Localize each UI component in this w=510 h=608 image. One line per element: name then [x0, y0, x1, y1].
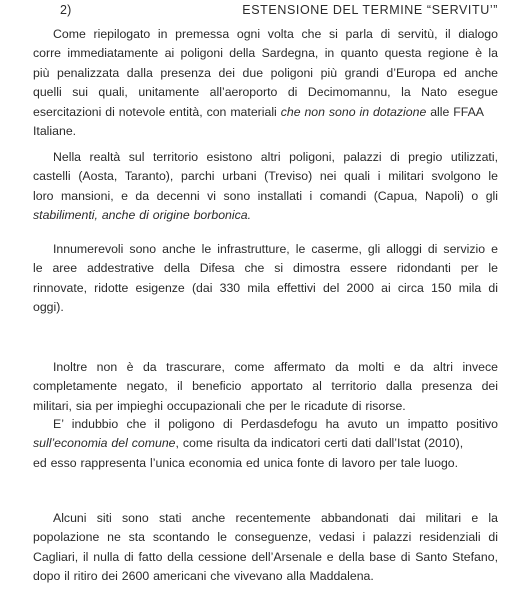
paragraph-line: dopo il ritiro dei 2600 americani che vivevano alla Maddalena.: [33, 569, 374, 584]
text-run: alle FFAA: [426, 104, 485, 119]
paragraph-line: loro mansioni, e da decenni vi sono installati i comandi (Capua, Napoli) o gli: [33, 188, 498, 203]
paragraph-line: Nella realtà sul territorio esistono altri poligoni, palazzi di pregio utilizzati,: [53, 150, 498, 164]
paragraph-6: [0, 509, 510, 587]
paragraph-line: quelli sui quali, unitamente all’aeroporto di Decimomannu, la Nato esegue: [33, 85, 498, 100]
section-title: ESTENSIONE DEL TERMINE “SERVITU’”: [242, 3, 498, 17]
paragraph-2: [0, 148, 510, 226]
paragraph-line: Italiane.: [33, 124, 77, 139]
paragraph-line: oggi).: [33, 300, 64, 315]
paragraph-line: Innumerevoli sono anche le infrastrutture, le caserme, gli alloggi di servizio e: [53, 242, 498, 256]
paragraph-line: Alcuni siti sono stati anche recentemente abbandonati dai militari e la: [53, 511, 498, 525]
italic-phrase: che non sono in dotazione: [280, 104, 427, 119]
text-run: esercitazioni di notevole entità, con materiali: [33, 104, 281, 119]
paragraph-line: popolazione ne sta scontando le conseguenze, vedasi i palazzi residenziali di: [33, 530, 498, 545]
paragraph-line: rinnovate, ridotte esigenze (dai 330 mila effettivi del 2000 ai circa 150 mila di: [33, 280, 498, 295]
paragraph-3: [0, 240, 510, 318]
paragraph-4: [0, 358, 510, 416]
paragraph-line: ed esso rappresenta l’unica economia ed unica fonte di lavoro per tale luogo.: [33, 455, 459, 470]
italic-phrase: sull’economia del comune: [33, 436, 176, 451]
paragraph-line-mixed: [0, 103, 510, 122]
paragraph-line: militari, sia per impieghi occupazionali che per le ricadute di risorse.: [33, 398, 406, 413]
text-run: , come risulta da indicatori certi dati dall’Istat (2010),: [175, 436, 464, 451]
paragraph-line: più penalizzata dalla presenza dei due poligoni più grandi d’Europa ed anche: [33, 65, 498, 80]
paragraph-line: stabilimenti, anche di origine borbonica.: [33, 208, 252, 223]
paragraph-line: completamente negato, il beneficio apportato al territorio dalla presenza dei: [33, 379, 498, 394]
paragraph-1: [0, 25, 510, 141]
paragraph-line: Come riepilogato in premessa ogni volta che si parla di servitù, il dialogo: [53, 27, 498, 41]
paragraph-line: castelli (Aosta, Taranto), parchi urbani (Treviso) nei quali i militari svolgono le: [33, 169, 498, 184]
page-header: [0, 3, 510, 19]
paragraph-line: Cagliari, il nulla di fatto della cessione dell’Arsenale e della base di Santo Stefano,: [33, 549, 498, 564]
paragraph-line: le aree addestrative della Difesa che si dimostra essere ridondanti per le: [33, 261, 498, 276]
section-number: 2): [60, 3, 72, 17]
paragraph-line-mixed: [0, 434, 510, 453]
paragraph-line: E’ indubbio che il poligono di Perdasdefogu ha avuto un impatto positivo: [53, 417, 498, 431]
paragraph-line: Inoltre non è da trascurare, come affermato da molti e da altri invece: [53, 360, 498, 374]
paragraph-5: [0, 415, 510, 473]
paragraph-line: corre immediatamente ai poligoni della Sardegna, in quanto questa regione è la: [33, 46, 498, 61]
